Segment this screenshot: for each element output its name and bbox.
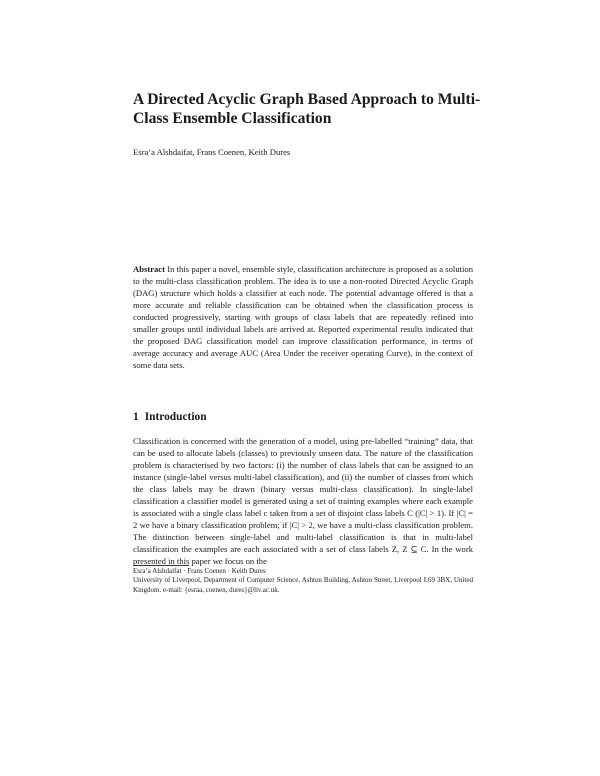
footnote-affiliation: University of Liverpool, Department of Computer Science, Ashton Building, Ashton Street, Liverpool L69 3BX, United Kingdom. e-mail: {esraa, coenen, dures}@liv.ac.uk. [133,576,473,594]
section-title: Introduction [144,411,207,423]
footnote-divider [133,565,189,566]
author-list: Esra’a Alshdaifat, Frans Coenen, Keith Dures [133,147,291,157]
section-number: 1 [133,411,139,423]
section-heading [133,411,207,424]
abstract [133,264,473,372]
footnote-authors: Esra’a Alshdaifat · Frans Coenen · Keith Dures [133,567,266,575]
abstract-text: In this paper a novel, ensemble style, classification architecture is proposed as a solution to the multi-class classification problem. The idea is to use a non-rooted Directed Acyclic Graph (DAG) structure which holds a classifier at each node. The potential advantage offered is that a more accurate and reliable classification can be obtained when the classification process is conducted progressively, starting with groups of class labels that are repeatedly refined into smaller groups until individual labels are arrived at. Reported experimental results indicated that the proposed DAG classification model can improve classification performance, in terms of average accuracy and average AUC (Area Under the receiver operating Curve), in the context of some data sets. [133,264,473,370]
section-body-text: Classification is concerned with the generation of a model, using pre-labelled “training” data, that can be used to allocate labels (classes) to previously unseen data. The nature of the classification problem is characterised by two factors: (i) the number of class labels that can be assigned to an instance (single-label versus multi-label classification), and (ii) the number of classes from which the class labels may be drawn (binary versus multi-class classification). In single-label classification a classifier model is generated using a set of training examples where each example is associated with a single class label c taken from a set of disjoint class labels C (|C| > 1). If |C| = 2 we have a binary classification problem; if |C| > 2, we have a multi-class classification problem. The distinction between single-label and multi-label classification is that in multi-label classification the examples are each associated with a set of class labels Z, Z ⊆ C. In the work presented in this paper we focus on the [133,436,473,566]
footnote [133,567,473,595]
abstract-label: Abstract [133,264,165,274]
paper-title: A Directed Acyclic Graph Based Approach to Multi-Class Ensemble Classification [133,91,481,127]
